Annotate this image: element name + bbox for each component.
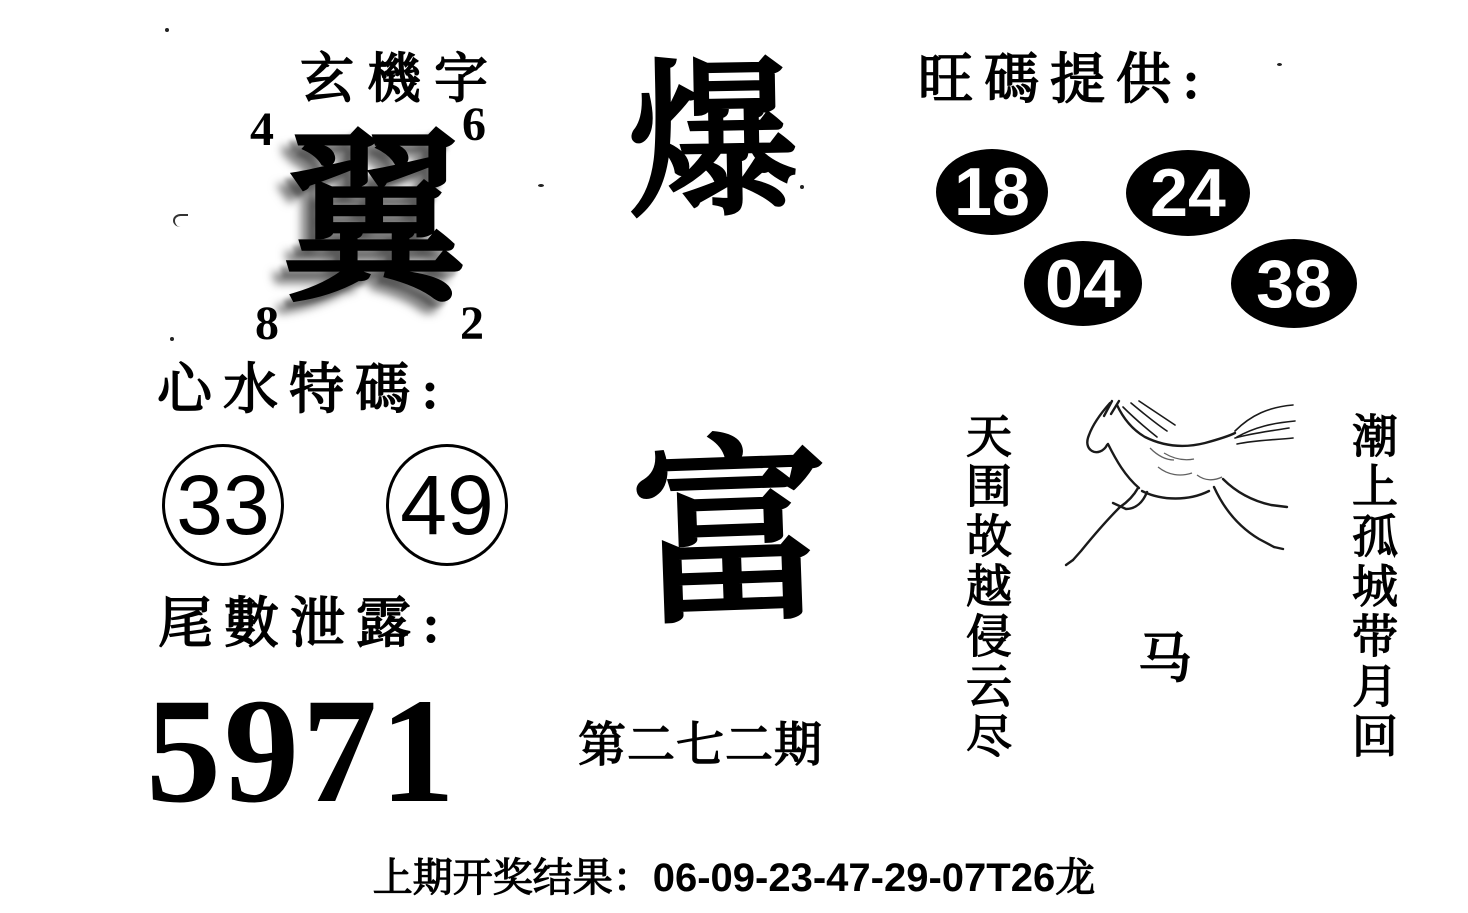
xuanji-heading: 玄機字 — [300, 49, 501, 109]
special-number-heading: 心水特碼: — [157, 359, 451, 420]
scan-speck — [538, 184, 544, 187]
scan-speck — [170, 337, 174, 341]
special-number-circle: 33 — [162, 444, 284, 566]
issue-number-label: 第二七二期 — [578, 719, 824, 772]
hot-numbers-heading: 旺碼提供: — [918, 49, 1212, 110]
hot-number-ball: 38 — [1231, 239, 1357, 328]
scan-artifact-arc — [173, 214, 188, 227]
special-number-circle: 49 — [386, 444, 508, 566]
hot-number-ball: 24 — [1126, 150, 1250, 236]
bao-calligraphy-character: 爆 — [626, 47, 800, 239]
couplet-right-line: 潮上孤城带月回 — [1346, 412, 1397, 762]
tail-digits-value: 5971 — [146, 668, 458, 834]
tail-digits-heading: 尾數泄露: — [158, 593, 452, 654]
fu-calligraphy-character: 富 — [628, 423, 834, 650]
hot-number-ball: 18 — [936, 149, 1048, 235]
scan-speck — [1277, 63, 1282, 66]
scan-speck — [165, 28, 169, 32]
corner-number-bottom-left: 8 — [255, 297, 279, 350]
mystery-character: 翼 — [281, 119, 468, 325]
corner-number-top-left: 4 — [250, 103, 274, 156]
corner-number-top-right: 6 — [462, 98, 486, 151]
galloping-horse-line-drawing — [1046, 388, 1296, 578]
corner-number-bottom-right: 2 — [460, 297, 484, 350]
couplet-left-line: 天围故越侵云尽 — [960, 412, 1011, 762]
scan-speck — [800, 185, 804, 189]
horse-illustration — [1046, 388, 1296, 578]
zodiac-animal-label: 马 — [1138, 629, 1192, 689]
previous-draw-result: 上期开奖结果：06-09-23-47-29-07T26龙 — [372, 856, 1096, 900]
hot-number-ball: 04 — [1024, 241, 1142, 326]
